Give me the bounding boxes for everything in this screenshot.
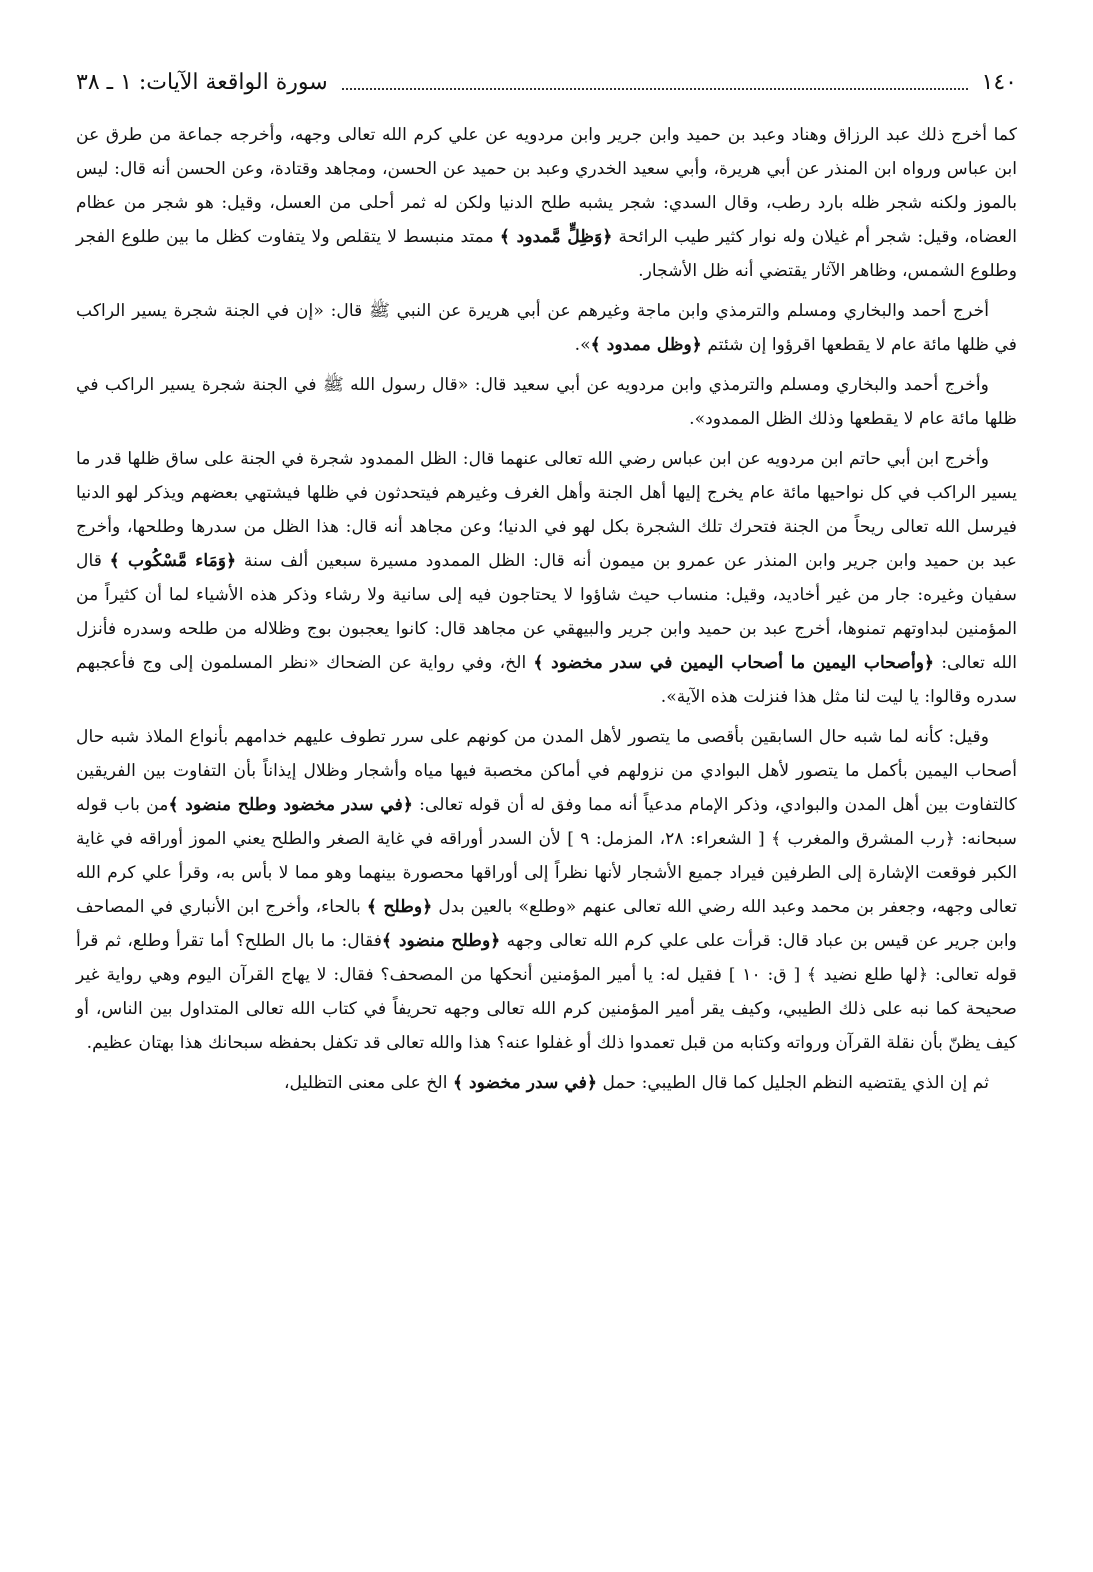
surah-title: سورة الواقعة الآيات: ١ ـ ٣٨	[76, 69, 328, 95]
text-run: كما أخرج ذلك عبد الرزاق وهناد وعبد بن حميد وابن جرير وابن مردويه عن علي كرم الله تعالى وجهه، وأخرجه جماعة من طرق عن ابن عباس ورواه ابن المنذر عن أبي هريرة، وأبي سعيد الخدري وعبد بن حميد عن الحسن، ومجاهد وقتادة، وعن الحسن أنه قال: ليس بالموز ولكنه شجر ظله بارد رطب، وقال السدي: شجر يشبه طلح الدنيا ولكن له ثمر أحلى من العسل، وقيل: هو شجر من عظام العضاه، وقيل: شجر أم غيلان وله نوار كثير طيب الرائحة	[76, 125, 1017, 247]
quran-quote: ﴿وَظِلٍّ مَّمدود ﴾	[499, 227, 613, 247]
paragraph-2	[76, 294, 1017, 362]
quran-quote: ﴿وظل ممدود ﴾	[590, 335, 702, 355]
quran-quote: ﴿وطلح ﴾	[366, 897, 433, 917]
paragraph-4	[76, 442, 1017, 714]
quran-quote: ﴿في سدر مخضود وطلح منضود ﴾	[168, 795, 413, 815]
text-run: أخرج أحمد والبخاري ومسلم والترمذي وابن ماجة وغيرهم عن أبي هريرة عن النبي ﷺ قال: «إن في الجنة شجرة يسير الراكب في ظلها مائة عام لا يقطعها اقرؤوا إن شئتم	[76, 301, 1017, 355]
text-run: قال سفيان وغيره: جار من غير أخاديد، وقيل: منساب حيث شاؤوا لا يحتاجون فيه إلى سانية ولا رشاء وذكر هذه الأشياء لما أن كثيراً من المؤمنين لبداوتهم تمنوها، أخرج عبد بن حميد وابن جرير والبيهقي عن مجاهد قال: كانوا يعجبون بوج وظلاله من طلحه وسدره فأنزل الله تعالى:	[76, 551, 1017, 673]
quran-quote: ﴿وطلح منضود ﴾	[381, 931, 501, 951]
quran-quote: ﴿وأصحاب اليمين ما أصحاب اليمين في سدر مخضود ﴾	[533, 653, 935, 673]
page-header	[76, 62, 1017, 102]
text-run: وأخرج أحمد والبخاري ومسلم والترمذي وابن مردويه عن أبي سعيد قال: «قال رسول الله ﷺ في الجنة شجرة يسير الراكب في ظلها مائة عام لا يقطعها وذلك الظل الممدود».	[76, 375, 1017, 429]
text-run: من باب قوله سبحانه: ﴿رب المشرق والمغرب ﴾ [ الشعراء: ٢٨، المزمل: ٩ ] لأن السدر أوراقه في غاية الصغر والطلح يعني الموز أوراقه في غاية الكبر فوقعت الإشارة إلى الطرفين فيراد جميع الأشجار لأنها نظراً إلى أوراقها محصورة بينهما وهو مما لا بأس به، وقرأ علي كرم الله تعالى وجهه، وجعفر بن محمد وعبد الله رضي الله تعالى عنهم «وطلع» بالعين بدل	[76, 795, 1018, 917]
text-run: بالحاء، وأخرج ابن الأنباري في المصاحف وابن جرير عن قيس بن عباد قال: قرأت على علي كرم الله تعالى وجهه	[76, 897, 1017, 951]
paragraph-1	[76, 118, 1017, 288]
text-run: الخ، وفي رواية عن الضحاك «نظر المسلمون إلى وج فأعجبهم سدره وقالوا: يا ليت لنا مثل هذا فنزلت هذه الآية».	[76, 653, 1017, 707]
text-run: فقال: ما بال الطلح؟ أما تقرأ وطلع، ثم قرأ قوله تعالى: ﴿لها طلع نضيد ﴾ [ ق: ١٠ ] فقيل له: يا أمير المؤمنين أنحكها من المصحف؟ فقال: لا يهاج القرآن اليوم وهي رواية غير صحيحة كما نبه على ذلك الطيبي، وكيف يقر أمير المؤمنين كرم الله تعالى وجهه تحريفاً في كتاب الله تعالى المتداول بين الناس، أو كيف يظنّ بأن نقلة القرآن ورواته وكتابه من قبل تعمدوا ذلك أو غفلوا عنه؟ هذا والله تعالى قد تكفل بحفظه سبحانك هذا بهتان عظيم.	[76, 931, 1018, 1053]
text-run: وأخرج ابن أبي حاتم ابن مردويه عن ابن عباس رضي الله تعالى عنهما قال: الظل الممدود شجرة في الجنة على ساق ظلها قدر ما يسير الراكب في كل نواحيها مائة عام يخرج إليها أهل الجنة وأهل الغرف وغيرهم فيتحدثون في ظلها فيشتهي بعضهم ويذكر لهو الدنيا فيرسل الله تعالى ريحاً من الجنة فتحرك تلك الشجرة بكل لهو في الدنيا؛ وعن مجاهد أنه قال: هذا الظل من سدرها وطلحها، وأخرج عبد بن حميد وابن جرير وابن المنذر عن عمرو بن ميمون أنه قال: الظل الممدود مسيرة سبعين ألف سنة	[76, 449, 1017, 571]
quran-quote: ﴿في سدر مخضود ﴾	[452, 1073, 598, 1093]
text-run: الخ على معنى التظليل،	[283, 1073, 453, 1093]
paragraph-6	[76, 1066, 1017, 1100]
text-run: وقيل: كأنه لما شبه حال السابقين بأقصى ما يتصور لأهل المدن من كونهم على سرر تطوف عليهم خدامهم بأنواع الملاذ شبه حال أصحاب اليمين بأكمل ما يتصور لأهل البوادي من نزولهم في أماكن مخصبة فيها مياه وأشجار وظلال إيذاناً بأن التفاوت بين الفريقين كالتفاوت بين أهل المدن والبوادي، وذكر الإمام مدعياً أنه مما وفق له أن قوله تعالى:	[76, 727, 1017, 815]
text-run: ممتد منبسط لا يتقلص ولا يتفاوت كظل ما بين طلوع الفجر وطلوع الشمس، وظاهر الآثار يقتضي أنه ظل الأشجار.	[76, 227, 1017, 281]
header-dotted-leader	[342, 74, 968, 90]
paragraph-5	[76, 720, 1017, 1060]
text-run: ».	[574, 335, 591, 355]
quran-quote: ﴿وَمَاء مَّسْكُوب ﴾	[109, 551, 237, 571]
paragraph-3	[76, 368, 1017, 436]
text-run: ثم إن الذي يقتضيه النظم الجليل كما قال الطيبي: حمل	[597, 1073, 989, 1093]
page-body	[76, 118, 1017, 1106]
page-number: ١٤٠	[981, 69, 1017, 95]
